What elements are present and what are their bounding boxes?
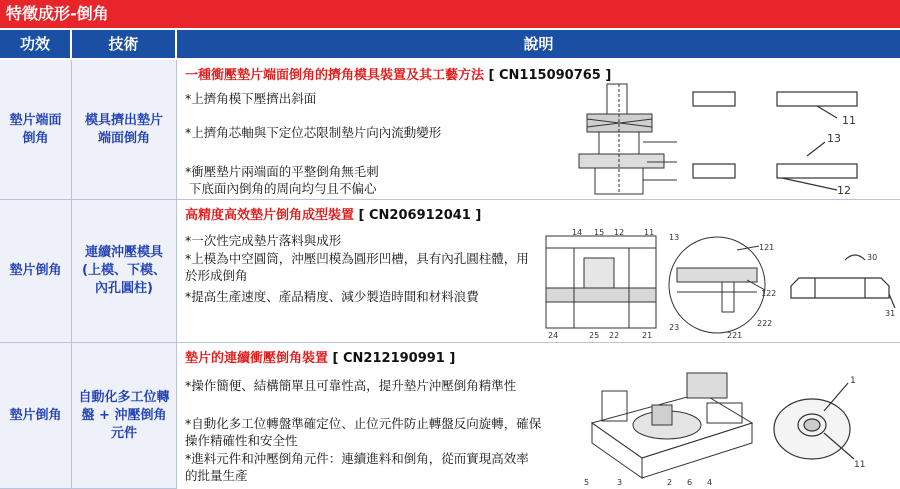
row3-description <box>177 343 900 489</box>
row2-fig-label-12: 12 <box>614 228 625 237</box>
row2-fig-label-31: 31 <box>885 309 896 318</box>
row2-description <box>177 200 900 343</box>
row3-bullet-3: *進料元件和沖壓倒角元件：連續進料和倒角，從而實現高效率的批量生產 <box>185 451 529 483</box>
row2-fig-label-22: 22 <box>609 331 620 340</box>
row1-fig-label-12: 12 <box>837 184 851 196</box>
row1-tech <box>72 60 177 200</box>
row2-effect-text: 墊片倒角 <box>9 263 62 278</box>
row3-fig-label-3: 3 <box>617 478 623 487</box>
row3-fig-label-4: 4 <box>707 478 713 487</box>
row2-fig-label-222: 222 <box>757 319 773 328</box>
row2-tech <box>72 200 177 343</box>
row1-bullet-1: *上擠角模下壓擠出斜面 <box>185 91 317 106</box>
row1-bullet-2: *上擠角芯軸與下定位芯限制墊片向內流動變形 <box>185 125 442 140</box>
row1-effect <box>0 60 72 200</box>
row2-washer-figure <box>785 248 899 318</box>
row1-effect-text: 墊片端面倒角 <box>9 112 62 146</box>
row2-fig-label-30: 30 <box>867 253 878 262</box>
row3-patent-title <box>185 347 455 366</box>
row2-patent-title <box>185 204 481 223</box>
row2-detail-figure <box>667 230 777 340</box>
row3-fig-label-6: 6 <box>687 478 693 487</box>
row1-bullet-3: *衝壓墊片兩端面的平整倒角無毛刺 <box>185 164 379 179</box>
row3-tech-text: 自動化多工位轉盤 + 沖壓倒角元件 <box>78 389 170 441</box>
row3-patent-name: 墊片的連續衝壓倒角裝置 <box>185 351 329 366</box>
row2-fig-label-14: 14 <box>572 228 583 237</box>
row2-fig-label-11: 11 <box>644 228 655 237</box>
row2-bullet-2: *上模為中空圓筒，沖壓凹模為圓形凹槽，具有內孔圓柱體，用於形成倒角 <box>185 251 529 283</box>
row3-fig-label-5: 5 <box>584 478 590 487</box>
row3-fig-label-11: 11 <box>854 460 866 470</box>
row2-bullet-3: *提高生產速度、產品精度、減少製造時間和材料浪費 <box>185 289 479 304</box>
row3-patent-number: [ CN212190991 ] <box>328 351 456 366</box>
row2-effect <box>0 200 72 343</box>
row1-patent-name: 一種衝壓墊片端面倒角的擠角模具裝置及其工藝方法 <box>185 68 485 83</box>
row3-effect <box>0 343 72 489</box>
row3-bullet-2: *自動化多工位轉盤準確定位、止位元件防止轉盤反向旋轉，確保操作精確性和安全性 <box>185 416 542 448</box>
header-tech: 技術 <box>72 30 175 58</box>
row2-patent-number: [ CN206912041 ] <box>354 208 482 223</box>
row1-die-figure <box>577 82 682 196</box>
row1-fig-label-11: 11 <box>842 114 856 127</box>
row3-washer-figure <box>762 371 882 471</box>
row2-fig-label-25: 25 <box>589 331 600 340</box>
row2-fig-label-24: 24 <box>548 331 559 340</box>
row2-fig-label-13: 13 <box>669 233 680 242</box>
row2-fig-label-23: 23 <box>669 323 680 332</box>
row1-fig-label-13: 13 <box>827 132 841 145</box>
row1-tech-text: 模具擠出墊片端面倒角 <box>84 112 163 146</box>
row3-bullet-1: *操作簡便、結構簡單且可靠性高，提升墊片沖壓倒角精準性 <box>185 378 517 393</box>
row3-effect-text: 墊片倒角 <box>9 407 62 423</box>
page-title: 特徵成形-倒角 <box>0 0 900 28</box>
header-effect: 功效 <box>0 30 70 58</box>
row2-tech-text: 連續沖壓模具(上模、下模、內孔圓柱) <box>82 245 166 296</box>
row3-fig-label-1: 1 <box>850 376 856 386</box>
row1-patent-title <box>185 64 611 83</box>
row3-machine-figure <box>582 363 757 487</box>
row2-bullet-1: *一次性完成墊片落料與成形 <box>185 233 342 248</box>
row2-fig-label-221: 221 <box>727 331 743 340</box>
header-desc: 說明 <box>177 30 900 58</box>
row2-die-figure <box>544 228 664 340</box>
row2-patent-name: 高精度高效墊片倒角成型裝置 <box>185 208 355 223</box>
row3-fig-label-2: 2 <box>667 478 673 487</box>
row1-description <box>177 60 900 200</box>
row2-fig-label-21: 21 <box>642 331 653 340</box>
row2-fig-label-122: 122 <box>761 289 777 298</box>
row2-fig-label-15: 15 <box>594 228 605 237</box>
row1-patent-number: [ CN115090765 ] <box>484 68 612 83</box>
row1-washer-figure <box>687 84 887 196</box>
row2-fig-label-121: 121 <box>759 243 775 252</box>
row1-bullet-4: 下底面內倒角的周向均勻且不偏心 <box>185 181 377 196</box>
row3-tech <box>72 343 177 489</box>
